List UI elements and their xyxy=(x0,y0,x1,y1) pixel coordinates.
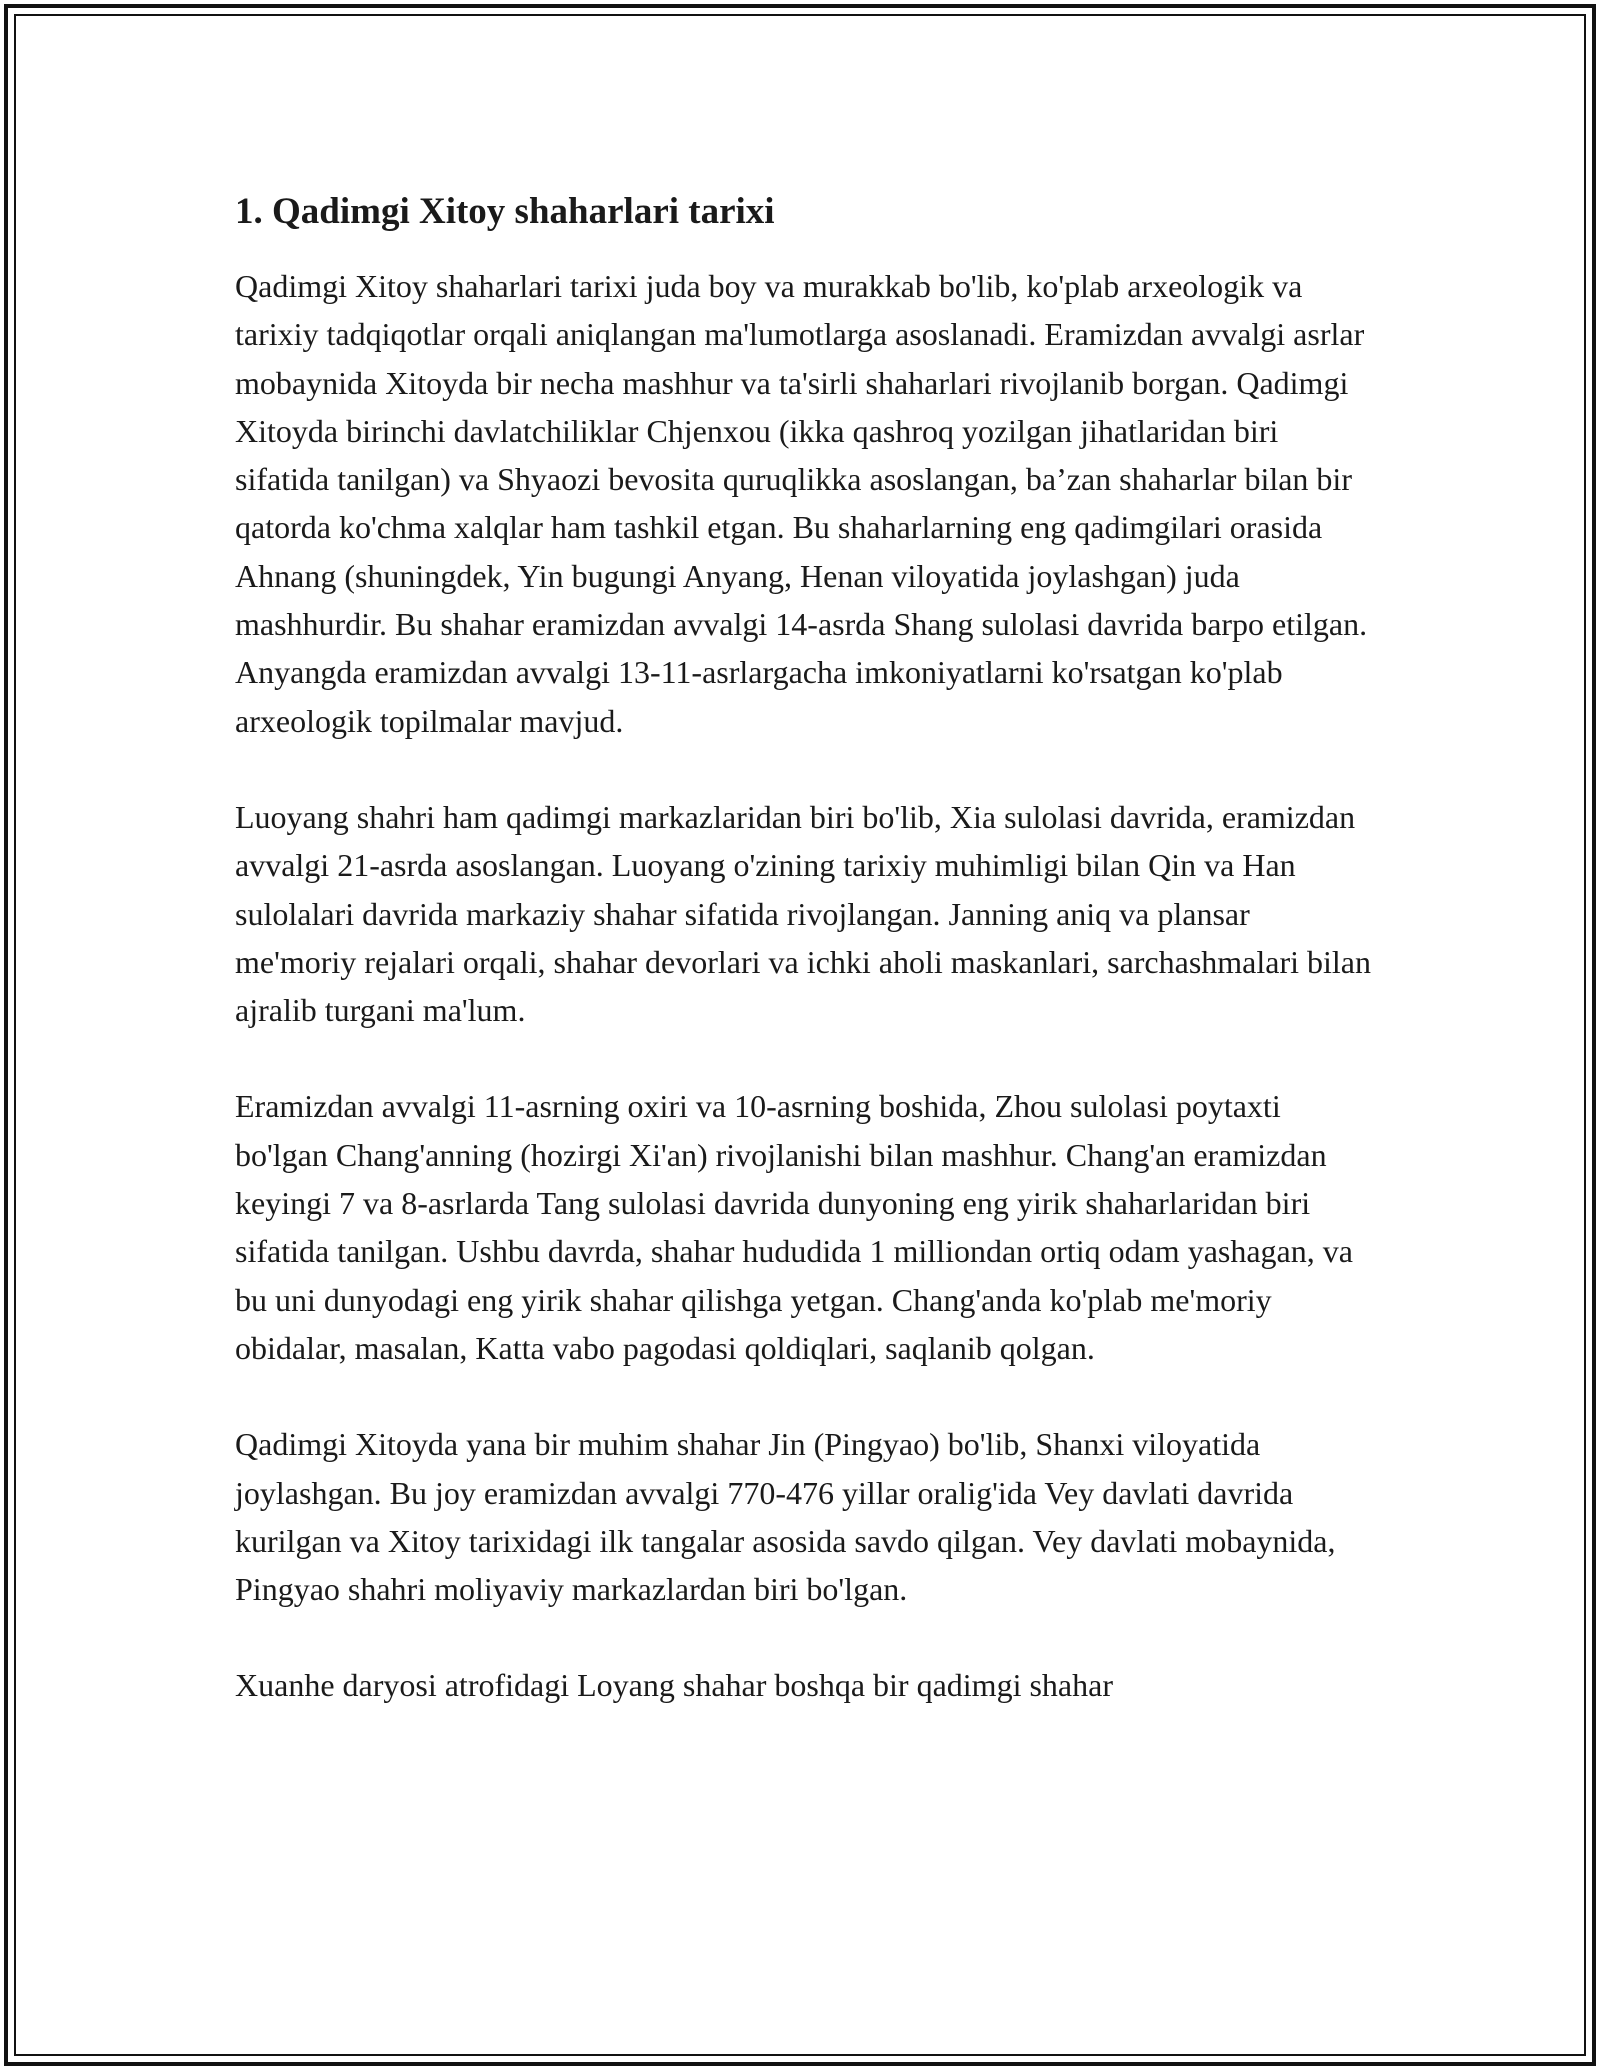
paragraph-1: Qadimgi Xitoy shaharlari tarixi juda boy va murakkab bo'lib, ko'plab arxeologik va tarixiy tadqiqotlar orqali aniqlangan ma'lumotlarga asoslanadi. Eramizdan avvalgi asrlar mobaynida Xitoyda bir necha mashhur va ta'sirli shaharlari rivojlanib borgan. Qadimgi Xitoyda birinchi davlatchiliklar Chjenxou (ikka qashroq yozilgan jihatlaridan biri sifatida tanilgan) va Shyaozi bevosita quruqlikka asoslangan, ba’zan shaharlar bilan bir qatorda ko'chma xalqlar ham tashkil etgan. Bu shaharlarning eng qadimgilari orasida Ahnang (shuningdek, Yin bugungi Anyang, Henan viloyatida joylashgan) juda mashhurdir. Bu shahar eramizdan avvalgi 14-asrda Shang sulolasi davrida barpo etilgan. Anyangda eramizdan avvalgi 13-11-asrlargacha imkoniyatlarni ko'rsatgan ko'plab arxeologik topilmalar mavjud. xyxy=(235,268,1368,739)
document-body xyxy=(235,188,1375,1710)
section-heading: 1. Qadimgi Xitoy shaharlari tarixi xyxy=(235,191,775,232)
paragraph-5: Xuanhe daryosi atrofidagi Loyang shahar boshqa bir qadimgi shahar xyxy=(235,1667,1113,1704)
paragraph-2: Luoyang shahri ham qadimgi markazlaridan biri bo'lib, Xia sulolasi davrida, eramizdan avvalgi 21-asrda asoslangan. Luoyang o'zining tarixiy muhimligi bilan Qin va Han sulolalari davrida markaziy shahar sifatida rivojlangan. Janning aniq va plansar me'moriy rejalari orqali, shahar devorlari va ichki aholi maskanlari, sarchashmalari bilan ajralib turgani ma'lum. xyxy=(235,798,1371,1029)
paragraph-3: Eramizdan avvalgi 11-asrning oxiri va 10-asrning boshida, Zhou sulolasi poytaxti bo'lgan Chang'anning (hozirgi Xi'an) rivojlanishi bilan mashhur. Chang'an eramizdan keyingi 7 va 8-asrlarda Tang sulolasi davrida dunyoning eng yirik shaharlaridan biri sifatida tanilgan. Ushbu davrda, shahar hududida 1 milliondan ortiq odam yashagan, va bu uni dunyodagi eng yirik shahar qilishga yetgan. Chang'anda ko'plab me'moriy obidalar, masalan, Katta vabo pagodasi qoldiqlari, saqlanib qolgan. xyxy=(235,1088,1353,1366)
paragraph-4: Qadimgi Xitoyda yana bir muhim shahar Jin (Pingyao) bo'lib, Shanxi viloyatida joylashgan. Bu joy eramizdan avvalgi 770-476 yillar oralig'ida Vey davlati davrida kurilgan va Xitoy tarixidagi ilk tangalar asosida savdo qilgan. Vey davlati mobaynida, Pingyao shahri moliyaviy markazlardan biri bo'lgan. xyxy=(235,1426,1336,1608)
